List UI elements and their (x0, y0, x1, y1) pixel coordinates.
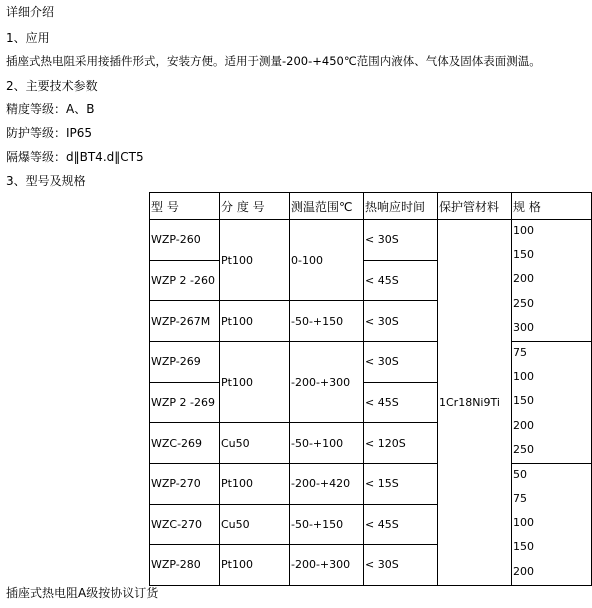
spec-value: 150 (513, 540, 534, 554)
cell-response-time: < 30S (364, 545, 438, 586)
param-explosion: 隔爆等级：d‖BT4.d‖CT5 (6, 150, 144, 164)
header-model: 型 号 (150, 193, 220, 220)
spec-value: 100 (513, 224, 534, 237)
cell-model: WZC-270 (150, 504, 220, 545)
cell-model: WZP-260 (150, 220, 220, 261)
spec-value: 200 (513, 272, 534, 286)
cell-range: -50-+150 (290, 301, 364, 342)
page-title: 详细介绍 (6, 5, 55, 19)
param-protection: 防护等级：IP65 (6, 126, 93, 140)
section-1-text: 插座式热电阻采用接插件形式，安装方便。适用于测量-200-+450℃范围内液体、气体及固体表面测温。 (6, 54, 541, 68)
cell-response-time: < 120S (364, 423, 438, 464)
footer-note: 插座式热电阻A级按协议订货 (6, 586, 159, 600)
spec-value: 300 (513, 320, 534, 334)
param-accuracy: 精度等级：A、B (6, 102, 95, 116)
cell-model: WZP 2 -269 (150, 382, 220, 423)
cell-index: Pt100 (220, 463, 290, 504)
spec-value: 100 (513, 370, 534, 384)
model-spec-table (149, 192, 592, 586)
cell-material: 1Cr18Ni9Ti (438, 220, 512, 586)
cell-range: -200-+420 (290, 463, 364, 504)
table-header-row (150, 193, 592, 220)
cell-range: -200-+300 (290, 341, 364, 422)
cell-response-time: < 45S (364, 260, 438, 301)
cell-response-time: < 30S (364, 341, 438, 382)
header-spec: 规 格 (512, 193, 592, 220)
cell-range: -50-+100 (290, 423, 364, 464)
spec-value: 250 (513, 442, 534, 456)
section-3-heading: 3、型号及规格 (6, 174, 86, 188)
cell-index: Pt100 (220, 341, 290, 422)
spec-group-1 (512, 220, 592, 342)
table-row (150, 220, 592, 261)
spec-value: 200 (513, 564, 534, 578)
spec-value: 200 (513, 418, 534, 432)
cell-response-time: < 45S (364, 504, 438, 545)
cell-range: 0-100 (290, 220, 364, 301)
cell-response-time: < 30S (364, 301, 438, 342)
spec-group-2 (512, 341, 592, 463)
spec-value: 150 (513, 248, 534, 262)
header-material: 保护管材料 (438, 193, 512, 220)
spec-value: 75 (513, 345, 527, 359)
section-2-heading: 2、主要技术参数 (6, 79, 98, 93)
cell-index: Cu50 (220, 504, 290, 545)
cell-model: WZP-270 (150, 463, 220, 504)
cell-model: WZC-269 (150, 423, 220, 464)
spec-value: 75 (513, 492, 527, 506)
cell-index: Cu50 (220, 423, 290, 464)
table-row (150, 341, 592, 382)
cell-response-time: < 45S (364, 382, 438, 423)
spec-value: 100 (513, 516, 534, 530)
spec-group-3 (512, 463, 592, 585)
header-index: 分 度 号 (220, 193, 290, 220)
table-row (150, 463, 592, 504)
cell-index: Pt100 (220, 545, 290, 586)
header-range: 测温范围℃ (290, 193, 364, 220)
cell-model: WZP-280 (150, 545, 220, 586)
spec-value: 150 (513, 394, 534, 408)
cell-range: -200-+300 (290, 545, 364, 586)
cell-range: -50-+150 (290, 504, 364, 545)
cell-index: Pt100 (220, 301, 290, 342)
cell-response-time: < 30S (364, 220, 438, 261)
cell-model: WZP-269 (150, 341, 220, 382)
cell-response-time: < 15S (364, 463, 438, 504)
cell-model: WZP 2 -260 (150, 260, 220, 301)
spec-value: 250 (513, 296, 534, 310)
header-response-time: 热响应时间 (364, 193, 438, 220)
spec-value: 50 (513, 467, 527, 481)
cell-model: WZP-267M (150, 301, 220, 342)
cell-index: Pt100 (220, 220, 290, 301)
section-1-heading: 1、应用 (6, 31, 50, 45)
